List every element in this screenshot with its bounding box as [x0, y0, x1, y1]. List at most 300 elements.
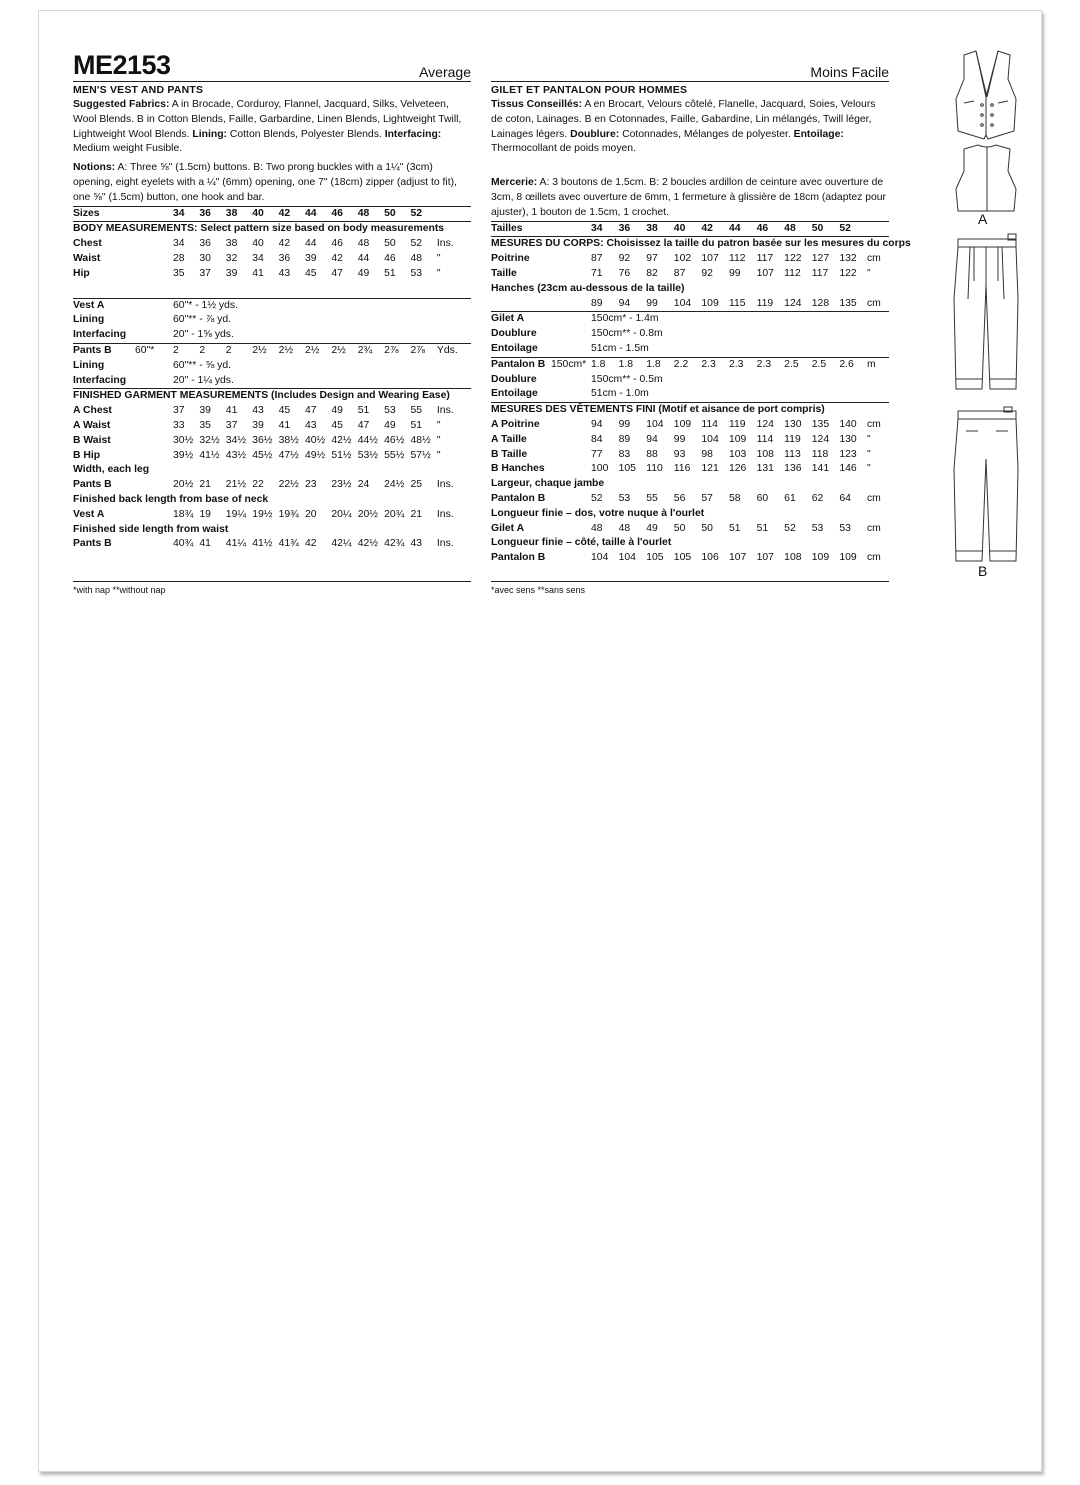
cell-value: 21 — [410, 508, 423, 520]
cell-value: 44½ — [357, 434, 378, 446]
table-row — [491, 357, 889, 372]
unit-label: " — [866, 433, 871, 445]
cell-value: 57½ — [410, 449, 431, 461]
cell-value: 37 — [199, 267, 211, 279]
cell-value: 20½ — [357, 508, 378, 520]
unit-label: Ins. — [436, 508, 454, 520]
table-row — [491, 237, 889, 252]
cell-value: 42¾ — [384, 538, 405, 550]
cell-value: 64 — [839, 492, 851, 504]
table-row — [73, 237, 471, 252]
cell-value: 50 — [384, 238, 396, 250]
table-row — [73, 206, 471, 222]
cell-value: 104 — [701, 433, 719, 445]
section-heading: MESURES DES VÊTEMENTS FINI (Motif et aisance de port compris) — [491, 403, 889, 418]
row-label: Gilet A — [491, 312, 591, 327]
cell-value: 82 — [646, 267, 658, 279]
row-label: Pantalon B — [491, 492, 546, 504]
cell-value: 109 — [728, 433, 747, 445]
cell-value: 98 — [701, 448, 713, 460]
table-row — [73, 463, 471, 478]
cell-value: 124 — [756, 418, 774, 430]
cell-value: 39 — [199, 405, 211, 417]
cell-value: 97 — [646, 253, 658, 265]
yardage-text: 51cm - 1.0m — [591, 388, 649, 400]
cell-value: 35 — [199, 419, 211, 431]
cell-value: 136 — [784, 463, 802, 475]
cell-value: 41 — [252, 267, 264, 279]
cell-value: 35 — [173, 267, 185, 279]
notions-fr: Mercerie: A: 3 boutons de 1.5cm. B: 2 boucles ardillon de ceinture avec ouverture de 3cm, 8 œillets avec ouverture de 6mm, 1 fermeture à glissière de 18cm (adaptez pour ajuster), 1 bouton de 1.5cm, 1 crochet. — [491, 177, 887, 218]
table-row — [73, 343, 471, 358]
row-label: Waist — [73, 252, 101, 264]
cell-value: 2¾ — [358, 343, 384, 358]
row-label-text: Pantalon B — [491, 358, 546, 370]
cell-value: 122 — [784, 253, 802, 265]
cell-value: 119 — [784, 433, 801, 445]
fabric-width: 150cm* — [551, 358, 587, 370]
cell-value: 2.6 — [839, 357, 867, 372]
cell-value: 46 — [384, 252, 396, 264]
cell-value: 50 — [701, 522, 713, 534]
cell-value: 55 — [646, 492, 658, 504]
cell-value: 61 — [784, 492, 796, 504]
footnote: *with nap **without nap — [73, 581, 471, 596]
cell-value: 43½ — [225, 449, 247, 461]
cell-value: 51 — [410, 419, 423, 431]
cell-value: 104 — [673, 297, 692, 309]
cell-value: 48 — [591, 522, 603, 534]
size-header: 40 — [252, 206, 278, 222]
cell-value: 2½ — [279, 343, 305, 358]
cell-value: 107 — [756, 267, 774, 279]
cell-value: 118 — [811, 448, 829, 460]
cell-value: 42¼ — [331, 538, 352, 550]
table-row — [73, 389, 471, 404]
cell-value: 20¾ — [384, 508, 405, 520]
cell-value: 1.8 — [591, 357, 619, 372]
cell-value: 119 — [728, 418, 746, 430]
yardage-text: 150cm** - 0.8m — [591, 328, 663, 340]
unit-label: " — [866, 267, 871, 279]
cell-value: 104 — [646, 418, 664, 430]
cell-value: 146 — [839, 463, 857, 475]
cell-value: 130 — [839, 433, 857, 445]
size-header: 36 — [619, 221, 647, 237]
row-label — [73, 343, 173, 358]
cell-value: 56 — [673, 492, 686, 504]
cell-value: 53 — [410, 267, 423, 279]
unit-label: " — [436, 434, 441, 446]
cell-value: 39½ — [173, 449, 194, 461]
cell-value: 45 — [304, 267, 317, 279]
cell-value: 100 — [591, 463, 609, 475]
notions: Notions: A: Three ⅝" (1.5cm) buttons. B: Two prong buckles with a 1¼" (3cm) opening, eight eyelets with a ¼" (6mm) opening, one 7" (18cm) zipper (adjust to fit), one ⅝" (1.5cm) button, one hook and bar. — [73, 162, 457, 203]
cell-value: 47 — [304, 405, 317, 417]
cell-value: 113 — [784, 448, 801, 460]
cell-value: 37 — [173, 405, 185, 417]
cell-value: 131 — [756, 463, 774, 475]
cell-value: 112 — [728, 253, 746, 265]
cell-value: 2 — [226, 343, 252, 358]
cell-value: 45½ — [252, 449, 273, 461]
unit-label: Ins. — [436, 479, 454, 491]
row-label: A Waist — [73, 419, 111, 431]
size-header: 36 — [199, 206, 225, 222]
table-row — [491, 252, 889, 267]
table-row — [491, 342, 889, 357]
cell-value: 89 — [591, 297, 603, 309]
row-label: B Hip — [73, 449, 101, 461]
footnote-fr: *avec sens **sans sens — [491, 581, 889, 596]
cell-value: 140 — [839, 418, 857, 430]
measurement-table-fr — [491, 221, 911, 566]
cell-value: 92 — [701, 267, 713, 279]
size-header: 52 — [839, 221, 867, 237]
table-row — [73, 523, 471, 538]
cell-value: 2.3 — [701, 357, 729, 372]
cell-value: 1.8 — [646, 357, 674, 372]
cell-value: 109 — [673, 418, 692, 430]
table-row — [73, 313, 471, 328]
cell-value: 107 — [756, 552, 774, 564]
cell-value: 53 — [618, 492, 631, 504]
cell-value: 47 — [331, 267, 343, 279]
cell-value: 33 — [173, 419, 185, 431]
cell-value: 51 — [357, 405, 370, 417]
table-row — [491, 312, 889, 327]
table-row — [73, 508, 471, 523]
table-row — [73, 298, 471, 313]
cell-value: 110 — [646, 463, 663, 475]
size-header: 44 — [729, 221, 757, 237]
table-row — [73, 252, 471, 267]
cell-value: 44 — [357, 252, 370, 264]
pattern-code: ME2153 — [73, 50, 171, 80]
cell-value: 104 — [618, 552, 636, 564]
cell-value: 48 — [357, 238, 370, 250]
row-label: Gilet A — [491, 522, 525, 534]
cell-value: 42 — [331, 252, 343, 264]
size-header: 42 — [279, 206, 305, 222]
table-row — [491, 418, 889, 433]
cell-value: 60 — [756, 492, 769, 504]
cell-value: 94 — [618, 297, 631, 309]
cell-value: 18¾ — [173, 508, 194, 520]
cell-value: 105 — [646, 552, 664, 564]
size-header: 42 — [701, 221, 729, 237]
cell-value: 20 — [304, 508, 317, 520]
table-row — [491, 448, 889, 463]
cell-value: 130 — [784, 418, 802, 430]
cell-value: 40½ — [304, 434, 326, 446]
cell-value: 104 — [591, 552, 609, 564]
cell-value: 112 — [784, 267, 801, 279]
yardage-text: 60"** - ⅝ yd. — [173, 359, 231, 371]
cell-value: 105 — [618, 463, 636, 475]
cell-value: 51 — [728, 522, 741, 534]
vest-front-drawing — [956, 51, 1016, 139]
cell-value: 124 — [784, 297, 802, 309]
cell-value: 2.2 — [674, 357, 702, 372]
row-label: B Hanches — [491, 463, 545, 475]
row-label — [491, 297, 591, 312]
table-row — [491, 221, 889, 237]
cell-value: 103 — [728, 448, 747, 460]
pattern-title: MEN'S VEST AND PANTS — [73, 81, 471, 98]
row-label: Lining — [73, 314, 105, 326]
cell-value: 2 — [199, 343, 225, 358]
cell-value: 119 — [756, 297, 774, 309]
size-header: 48 — [358, 206, 384, 222]
cell-value: 99 — [618, 418, 631, 430]
cell-value: 23 — [304, 479, 317, 491]
row-label: Vest A — [73, 508, 105, 520]
table-row — [491, 492, 889, 507]
unit-label: Yds. — [437, 343, 471, 358]
cell-value: 121 — [701, 463, 719, 475]
table-row — [73, 267, 471, 282]
cell-value: 141 — [811, 463, 830, 475]
cell-value: 41½ — [252, 538, 273, 550]
garment-drawings — [944, 49, 1030, 589]
cell-value: 34 — [252, 252, 264, 264]
row-label: B Taille — [491, 448, 528, 460]
cell-value: 41¼ — [225, 538, 247, 550]
section-heading: Largeur, chaque jambe — [491, 478, 605, 490]
cell-value: 2.3 — [729, 357, 757, 372]
unit-label: " — [436, 267, 441, 279]
cell-value: 38 — [225, 238, 238, 250]
row-label: Interfacing — [73, 329, 127, 341]
row-label: B Waist — [73, 434, 111, 446]
cell-value: 135 — [839, 297, 857, 309]
cell-value: 32 — [225, 252, 238, 264]
table-row — [491, 507, 889, 522]
size-header: 46 — [757, 221, 785, 237]
cell-value: 94 — [591, 418, 603, 430]
unit-label: " — [436, 419, 441, 431]
size-header: 40 — [674, 221, 702, 237]
row-label: Lining — [73, 359, 105, 371]
cell-value: 48½ — [410, 434, 431, 446]
yardage-text: 60"* - 1½ yds. — [173, 298, 471, 313]
cell-value: 20½ — [173, 479, 194, 491]
unit-label: cm — [866, 522, 881, 534]
unit-label: cm — [866, 297, 881, 309]
cell-value: 49 — [384, 419, 396, 431]
cell-value: 109 — [839, 552, 857, 564]
cell-value: 22½ — [278, 479, 299, 491]
suggested-fabrics-fr: Tissus Conseillés: A en Brocart, Velours côtelé, Flanelle, Jacquard, Soies, Velours de coton, Lainages. B en Cotonnades, Faille, Gabardine, Lin mélangés, Twill léger, Lainages légers. Doublure: Cotonnades, Mélanges de polyester. Entoilage: Thermocollant de poids moyen. — [491, 99, 876, 155]
table-row — [491, 373, 889, 388]
size-header: 34 — [591, 221, 619, 237]
measurement-table — [73, 206, 471, 553]
cell-value: 40¾ — [173, 538, 194, 550]
cell-value: 116 — [673, 463, 691, 475]
cell-value: 45 — [331, 419, 343, 431]
cell-value: 109 — [811, 552, 830, 564]
cell-value: 99 — [646, 297, 658, 309]
unit-label: cm — [866, 552, 881, 564]
cell-value: 40 — [252, 238, 264, 250]
table-row — [73, 374, 471, 389]
cell-value: 122 — [839, 267, 857, 279]
view-illustrations — [944, 49, 1030, 589]
cell-value: 49 — [646, 522, 658, 534]
cell-value: 42 — [304, 538, 317, 550]
cell-value: 53 — [839, 522, 851, 534]
cell-value: 2⅞ — [411, 343, 437, 358]
table-row — [73, 493, 471, 508]
cell-value: 45 — [278, 405, 291, 417]
cell-value: 51½ — [331, 449, 352, 461]
cell-value: 24½ — [384, 479, 405, 491]
cell-value: 19 — [199, 508, 211, 520]
table-row — [491, 387, 889, 402]
unit-label: " — [866, 463, 871, 475]
table-row — [491, 462, 889, 477]
section-heading: Longueur finie – côté, taille à l'ourlet — [491, 537, 672, 549]
cell-value: 128 — [811, 297, 830, 309]
yardage-text: 20" - 1¼ yds. — [173, 374, 234, 386]
cell-value: 107 — [728, 552, 747, 564]
cell-value: 23½ — [331, 479, 352, 491]
pants-front-drawing — [954, 234, 1018, 389]
yardage-text: 20" - 1⅝ yds. — [173, 329, 234, 341]
cell-value: 42½ — [357, 538, 378, 550]
table-row — [491, 297, 889, 312]
view-label-b: B — [978, 563, 988, 579]
cell-value: 32½ — [199, 434, 220, 446]
cell-value: 83 — [618, 448, 631, 460]
table-row — [73, 419, 471, 434]
cell-value: 39 — [252, 419, 264, 431]
unit-label: " — [436, 449, 441, 461]
cell-value: 108 — [756, 448, 774, 460]
row-label: Chest — [73, 238, 102, 250]
table-row — [73, 537, 471, 552]
table-row — [491, 477, 889, 492]
cell-value: 49½ — [304, 449, 326, 461]
section-heading: Width, each leg — [73, 464, 150, 476]
size-header: 48 — [784, 221, 812, 237]
cell-value: 84 — [591, 433, 603, 445]
row-label: Entoilage — [491, 342, 538, 354]
row-label: Pants B — [73, 538, 112, 550]
table-row — [73, 282, 471, 299]
cell-value: 105 — [673, 552, 692, 564]
english-column — [73, 51, 471, 552]
size-header: 44 — [305, 206, 331, 222]
row-label: A Chest — [73, 405, 112, 417]
row-label: Hip — [73, 267, 90, 279]
size-header: 38 — [646, 221, 674, 237]
section-heading: MESURES DU CORPS: Choisissez la taille du patron basée sur les mesures du corps — [491, 237, 889, 252]
cell-value: 92 — [618, 253, 631, 265]
cell-value: 2½ — [252, 343, 278, 358]
row-label-text: Pants B — [73, 344, 112, 356]
cell-value: 21½ — [225, 479, 247, 491]
row-label: Interfacing — [73, 374, 127, 386]
cell-value: 43 — [278, 267, 291, 279]
cell-value: 62 — [811, 492, 824, 504]
view-label-a: A — [978, 211, 988, 227]
cell-value: 2½ — [305, 343, 331, 358]
cell-value: 46½ — [384, 434, 405, 446]
french-column — [491, 51, 911, 566]
cell-value: 38½ — [278, 434, 299, 446]
cell-value: 19¼ — [225, 508, 247, 520]
cell-value: 39 — [304, 252, 317, 264]
cell-value: 36½ — [252, 434, 273, 446]
pants-back-drawing — [954, 407, 1018, 561]
cell-value: 53 — [384, 405, 396, 417]
unit-label: cm — [866, 418, 881, 430]
section-heading: Hanches (23cm au-dessous de la taille) — [491, 282, 685, 294]
row-label — [491, 357, 591, 372]
cell-value: 93 — [673, 448, 686, 460]
cell-value: 2 — [173, 343, 199, 358]
row-label: Pantalon B — [491, 552, 546, 564]
cell-value: 52 — [410, 238, 423, 250]
row-label: Entoilage — [491, 388, 538, 400]
cell-value: 47½ — [278, 449, 299, 461]
cell-value: 30½ — [173, 434, 194, 446]
table-row — [491, 403, 889, 418]
unit-label: " — [866, 448, 871, 460]
cell-value: 21 — [199, 479, 211, 491]
yardage-text: 150cm** - 0.5m — [591, 373, 663, 385]
cell-value: 2½ — [331, 343, 357, 358]
cell-value: 53½ — [357, 449, 378, 461]
pattern-sheet — [38, 10, 1042, 1472]
cell-value: 36 — [199, 238, 211, 250]
cell-value: 36 — [278, 252, 291, 264]
cell-value: 43 — [410, 538, 423, 550]
section-heading: Finished back length from base of neck — [73, 493, 269, 505]
cell-value: 114 — [701, 418, 718, 430]
table-row — [73, 404, 471, 419]
size-header: 50 — [384, 206, 410, 222]
cell-value: 1.8 — [619, 357, 647, 372]
cell-value: 19½ — [252, 508, 273, 520]
cell-value: 102 — [673, 253, 692, 265]
cell-value: 51 — [756, 522, 769, 534]
cell-value: 106 — [701, 552, 719, 564]
cell-value: 34½ — [225, 434, 247, 446]
table-row — [491, 522, 889, 537]
cell-value: 126 — [728, 463, 747, 475]
table-row — [491, 267, 889, 282]
fabric-width: 60"* — [135, 344, 155, 356]
row-label: Poitrine — [491, 253, 530, 265]
table-row — [491, 327, 889, 342]
cell-value: 19¾ — [278, 508, 299, 520]
size-header: 38 — [226, 206, 252, 222]
cell-value: 89 — [618, 433, 631, 445]
difficulty-level-fr: Moins Facile — [810, 64, 889, 80]
row-label: A Poitrine — [491, 418, 540, 430]
section-heading: Finished side length from waist — [73, 523, 229, 535]
cell-value: 57 — [701, 492, 713, 504]
cell-value: 55 — [410, 405, 423, 417]
unit-label: m — [867, 357, 889, 372]
size-header: 34 — [173, 206, 199, 222]
cell-value: 94 — [646, 433, 658, 445]
cell-value: 34 — [173, 238, 185, 250]
cell-value: 43 — [252, 405, 264, 417]
